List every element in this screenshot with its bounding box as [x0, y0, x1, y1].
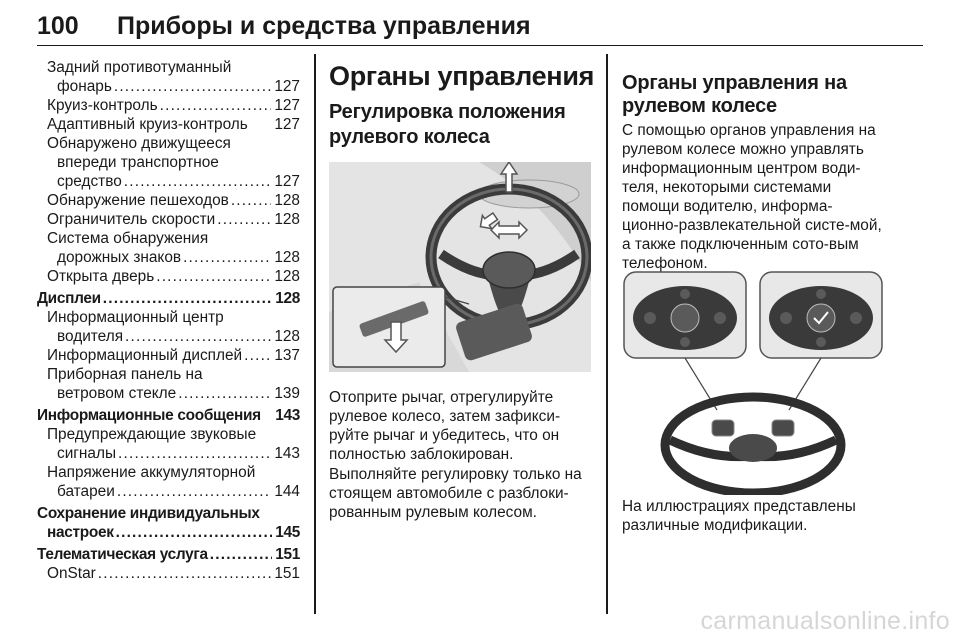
toc-entry [37, 289, 300, 308]
toc-entry [37, 267, 300, 286]
toc-leader-dots [116, 523, 273, 542]
toc-leader-dots [178, 384, 271, 403]
toc-entry-title: Приборная панель на [47, 366, 203, 383]
toc-entry-title: дорожных знаков [57, 249, 182, 266]
toc-leader-dots [125, 327, 271, 346]
section-heading: Органы управления [329, 61, 595, 91]
toc-leader-dots [117, 482, 271, 501]
toc-page-number: 128 [275, 290, 300, 307]
steering-adjustment-illustration [329, 162, 591, 372]
toc-entry-title: фонарь [57, 78, 112, 95]
toc-entry-title: впереди транспортное [57, 154, 219, 171]
toc-leader-dots [231, 191, 272, 210]
toc-entry-title: Обнаружение пешеходов [47, 192, 229, 209]
toc-page-number: 128 [274, 268, 300, 285]
toc-entry [37, 346, 300, 365]
toc-entry-title: средство [57, 173, 122, 190]
toc-page-number: 137 [274, 347, 300, 364]
toc-entry [37, 134, 300, 191]
table-of-contents [37, 58, 300, 583]
paragraph: На иллюстрациях представлены различные модификации. [622, 498, 856, 534]
toc-page-number: 145 [275, 524, 300, 541]
toc-page-number: 151 [275, 546, 300, 563]
page-number: 100 [37, 12, 79, 40]
toc-entry-title: Обнаружено движущееся [47, 135, 231, 152]
toc-entry-title: Информационный дисплей [47, 347, 243, 364]
toc-page-number: 128 [274, 211, 300, 228]
toc-entry-title: ветровом стекле [57, 385, 177, 402]
toc-leader-dots [217, 210, 271, 229]
steering-wheel-buttons-drawing [622, 270, 884, 495]
toc-entry-title: водителя [57, 328, 124, 345]
toc-page-number: 143 [274, 445, 300, 462]
toc-leader-dots [244, 346, 271, 365]
steering-wheel-controls-illustration [622, 270, 884, 495]
toc-entry-title: Открыта дверь [47, 268, 155, 285]
paragraph: Выполняйте регулировку только на стоящем автомобиле с разблоки-рованным рулевым колесом. [329, 466, 582, 521]
toc-page-number: 128 [274, 249, 300, 266]
toc-page-number: 151 [274, 565, 300, 582]
toc-entry-title: Сохранение индивидуальных [37, 505, 260, 522]
toc-page-number: 143 [275, 407, 300, 424]
toc-page-number: 127 [274, 173, 300, 190]
toc-leader-dots [124, 172, 272, 191]
toc-entry-title: настроек [47, 524, 114, 541]
watermark: carmanualsonline.info [700, 607, 950, 635]
toc-entry [37, 96, 300, 115]
toc-entry [37, 210, 300, 229]
toc-entry [37, 463, 300, 501]
toc-entry-title: Круиз-контроль [47, 97, 158, 114]
toc-entry-title: Информационный центр [47, 309, 224, 326]
toc-leader-dots [160, 96, 272, 115]
toc-entry-title: Предупреждающие звуковые [47, 426, 257, 443]
steering-wheel-drawing [329, 162, 591, 372]
toc-page-number: 127 [274, 97, 300, 114]
toc-entry-title: Информационные сообщения [37, 407, 261, 424]
paragraph: С помощью органов управления на рулевом колесе можно управлять информационным центром води-теля, некоторыми системами помощи водителю, информа-ционно-развлекательной систе-мой, а также подключенным сото-вым телефоном. [622, 122, 882, 272]
chapter-title: Приборы и средства управления [117, 12, 531, 40]
toc-entry [37, 115, 300, 134]
toc-entry-title: сигналы [57, 445, 117, 462]
column-divider [314, 54, 316, 614]
subsection-heading: Регулировка положения рулевого колеса [329, 101, 566, 148]
toc-entry [37, 406, 300, 425]
toc-entry-title: Система обнаружения [47, 230, 209, 247]
toc-page-number: 127 [274, 78, 300, 95]
toc-entry [37, 504, 300, 542]
toc-entry-title: Дисплеи [37, 290, 101, 307]
toc-leader-dots [114, 77, 271, 96]
column-divider [606, 54, 608, 614]
toc-leader-dots [156, 267, 271, 286]
toc-page-number: 144 [274, 483, 300, 500]
section-controls [329, 60, 595, 150]
toc-entry [37, 58, 300, 96]
toc-leader-dots [103, 289, 272, 308]
toc-page-number: 128 [274, 328, 300, 345]
toc-entry-title: Задний противотуманный [47, 59, 232, 76]
toc-leader-dots [98, 564, 272, 583]
toc-entry-title: OnStar [47, 565, 96, 582]
toc-entry [37, 545, 300, 564]
toc-leader-dots [183, 248, 271, 267]
paragraph: Отоприте рычаг, отрегулируйте рулевое колесо, затем зафикси-руйте рычаг и убедитесь, что он полностью заблокирован. [329, 389, 561, 463]
toc-entry-title: Ограничитель скорости [47, 211, 216, 228]
toc-entry [37, 365, 300, 403]
toc-entry-title: Телематическая услуга [37, 546, 208, 563]
toc-entry [37, 425, 300, 463]
toc-page-number: 139 [274, 385, 300, 402]
toc-page-number: 128 [274, 192, 300, 209]
toc-leader-dots [118, 444, 271, 463]
toc-page-number: 127 [274, 116, 300, 133]
section-steering-controls [622, 72, 888, 273]
toc-entry-title: Напряжение аккумуляторной [47, 464, 256, 481]
toc-entry [37, 191, 300, 210]
section-heading: Органы управления на рулевом колесе [622, 72, 847, 117]
toc-entry [37, 308, 300, 346]
toc-entry [37, 564, 300, 583]
page-header [37, 8, 923, 46]
toc-entry [37, 229, 300, 267]
toc-entry-title: Адаптивный круиз-контроль [47, 116, 248, 133]
toc-entry-title: батареи [57, 483, 115, 500]
toc-leader-dots [210, 545, 272, 564]
